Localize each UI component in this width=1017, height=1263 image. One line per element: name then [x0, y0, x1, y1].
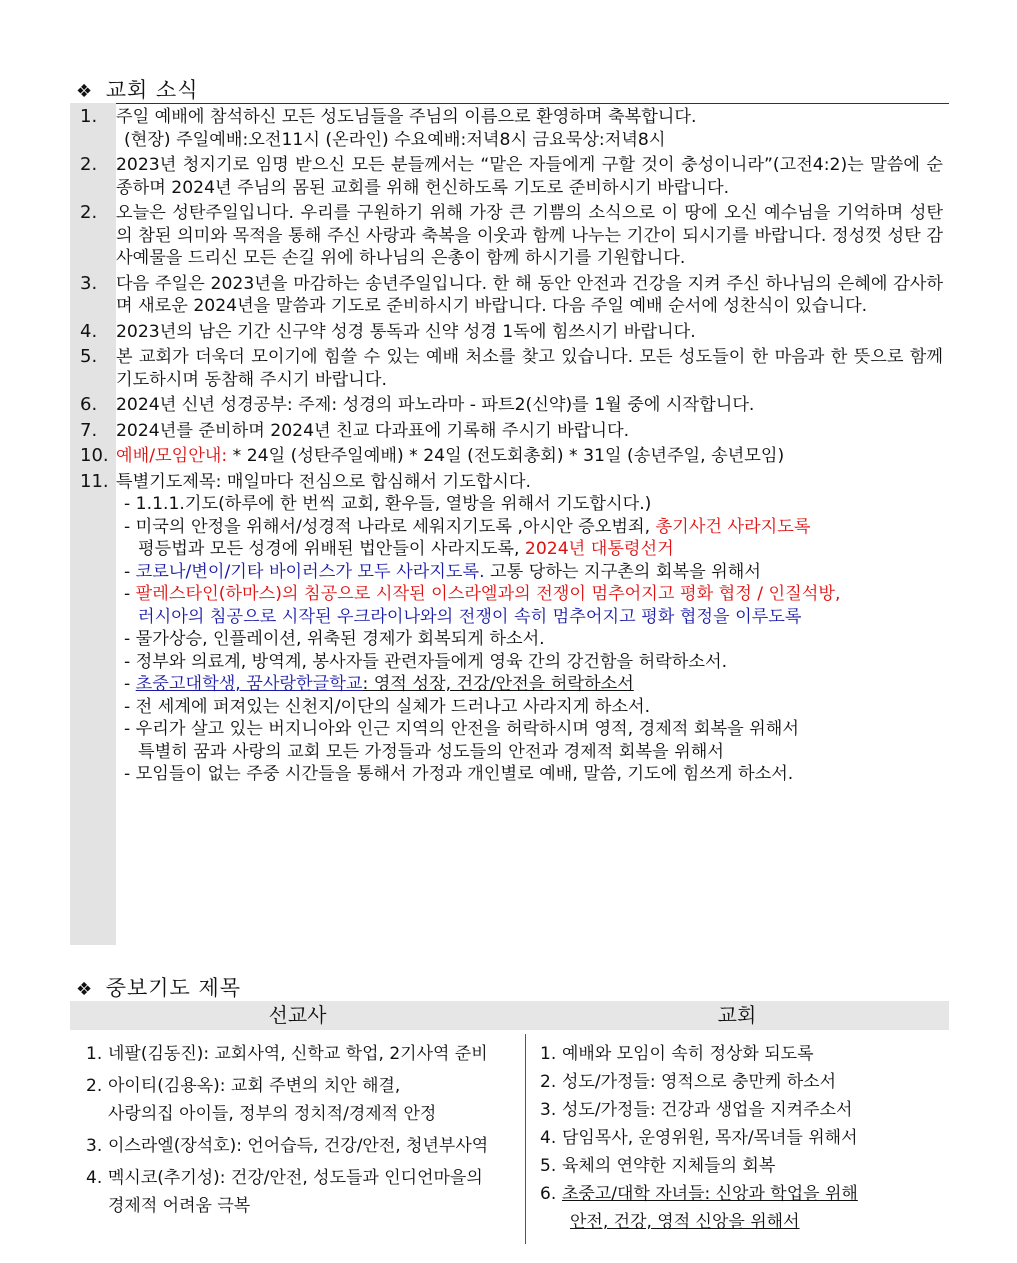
prayer-line: 평등법과 모든 성경에 위배된 법안들이 사라지도록, 2024년 대통령선거 [138, 539, 674, 559]
news-title: 교회 소식 [105, 78, 199, 102]
church-list [540, 1040, 940, 1236]
missionary-list [86, 1040, 522, 1220]
service-times: (현장) 주일예배:오전11시 (온라인) 수요예배:저녁8시 금요묵상:저녁8시 [124, 129, 666, 150]
news-section-title [76, 74, 199, 104]
list-item: 6. 2024년 신년 성경공부: 주제: 성경의 파노라마 - 파트2(신약)를 1월 중에 시작합니다. [80, 394, 755, 415]
list-item: 7. 2024년를 준비하며 2024년 친교 다과표에 기록해 주시기 바랍니다. [80, 419, 630, 441]
prayer-line: - 물가상승, 인플레이션, 위축된 경제가 회복되게 하소서. [124, 629, 545, 649]
prayer-line: 특별히 꿈과 사랑의 교회 모든 가정들과 성도들의 안전과 경제적 회복을 위해서 [138, 741, 724, 762]
schedule-label: 예배/모임안내: [116, 446, 228, 466]
prayer-line: - 전 세계에 퍼져있는 신천지/이단의 실체가 드러나고 사라지게 하소서. [124, 696, 651, 717]
list-item: 1. 주일 예배에 참석하신 모든 성도님들을 주님의 이름으로 환영하며 축복합니다. (현장) 주일예배:오전11시 (온라인) 수요예배:저녁8시 금요묵상:저녁8시 [70, 106, 949, 151]
column-divider [525, 1034, 526, 1244]
list-item: 2. 오늘은 성탄주일입니다. 우리를 구원하기 위해 가장 큰 기쁨의 소식으로 이 땅에 오신 예수님을 기억하며 성탄의 참된 의미와 목적을 통해 주신 사랑과 축복을 이웃과 함께 나누는 기간이 되시기를 바랍니다. 정성껏 성탄 감사예물을 드리신 모든 손길 위에 하나님의 은총이 함께 하시기를 기원합니다. [80, 202, 943, 268]
list-item: 1. 네팔(김동진): 교회사역, 신학교 학업, 2기사역 준비 [86, 1044, 488, 1064]
prayer-line: - 초중고대학생, 꿈사랑한글학교: 영적 성장, 건강/안전을 허락하소서 [124, 674, 634, 694]
prayer-line: - 모임들이 없는 주중 시간들을 통해서 가정과 개인별로 예배, 말씀, 기도에 힘쓰게 하소서. [124, 764, 794, 784]
list-item: 11. 특별기도제목: 매일마다 전심으로 합심해서 기도합시다. - 1.1.1.기도(하루에 한 번씩 교회, 환우들, 열방을 위해서 기도합시다.) - 미국의 안정을 위해서/성경적 나라로 세워지기도록 ,아시안 증오범죄, 총기사건 사라지도록 평등법과 모든 성경에 위배된 법안들이 사라지도록, 2024년 대통령선거 - 코로나/변이/기타 바이러스가 모두 사라지도록. 고통 당하는 지구촌의 회복을 위해서 - 팔레스타인(하마스)의 침공으로 시작된 이스라엘과의 전쟁이 멈추어지고 평화 협정 / 인질석방, 러시아의 침공으로 시작된 우크라이나와의 전쟁이 속히 멈추어지고 평화 협정을 이루도록 - 물가상승, 인플레이션, 위축된 경제가 회복되게 하소서. - 정부와 의료계, 방역계, 봉사자들 관련자들에게 영육 간의 강건함을 허락하소서. - 초중고대학생, 꿈사랑한글학교: 영적 성장, 건강/안전을 허락하소서 - 전 세계에 퍼져있는 신천지/이단의 실체가 드러나고 사라지게 하소서. - 우리가 살고 있는 버지니아와 인근 지역의 안전을 허락하시며 영적, 경제적 회복을 위해서 특별히 꿈과 사랑의 교회 모든 가정들과 성도들의 안전과 경제적 회복을 위해서 - 모임들이 없는 주중 시간들을 통해서 가정과 개인별로 예배, 말씀, 기도에 힘쓰게 하소서. [70, 471, 949, 786]
church-header: 교회 [717, 1003, 757, 1027]
prayer-line: - 우리가 살고 있는 버지니아와 인근 지역의 안전을 허락하시며 영적, 경제적 회복을 위해서 [124, 719, 799, 739]
announcement-list [70, 106, 949, 786]
list-item: 5. 본 교회가 더욱더 모이기에 힘쓸 수 있는 예배 처소를 찾고 있습니다. 모든 성도들이 한 마음과 한 뜻으로 함께 기도하시며 동참해 주시기 바랍니다. [80, 346, 943, 390]
special-prayer-title: 특별기도제목: 매일마다 전심으로 합심해서 기도합시다. [116, 471, 531, 492]
diamond-bullet-icon: ❖ [76, 81, 94, 102]
prayer-line: - 팔레스타인(하마스)의 침공으로 시작된 이스라엘과의 전쟁이 멈추어지고 평화 협정 / 인질석방, [124, 584, 841, 604]
prayer-title: 중보기도 제목 [105, 976, 242, 1000]
list-item: 3. 성도/가정들: 건강과 생업을 지켜주소서 [540, 1100, 853, 1120]
welcome-line: 주일 예배에 참석하신 모든 성도님들을 주님의 이름으로 환영하며 축복합니다. [116, 107, 697, 127]
prayer-section-title [76, 972, 241, 1002]
list-item: 3. 이스라엘(장석호): 언어습득, 건강/안전, 청년부사역 [86, 1136, 489, 1156]
list-item: 2. 성도/가정들: 영적으로 충만케 하소서 [540, 1072, 836, 1092]
list-item: 1. 예배와 모임이 속히 정상화 되도록 [540, 1044, 814, 1064]
prayer-line: - 1.1.1.기도(하루에 한 번씩 교회, 환우들, 열방을 위해서 기도합시다.) [124, 494, 652, 514]
list-item: 5. 육체의 연약한 지체들의 회복 [540, 1156, 776, 1176]
list-item: 2. 아이티(김용옥): 교회 주변의 치안 해결, 사랑의집 아이들, 정부의 정치적/경제적 안정 [86, 1076, 437, 1124]
prayer-line: - 코로나/변이/기타 바이러스가 모두 사라지도록. 고통 당하는 지구촌의 회복을 위해서 [124, 561, 761, 582]
list-item: 10. 예배/모임안내: * 24일 (성탄주일예배) * 24일 (전도회총회) * 31일 (송년주일, 송년모임) [80, 445, 785, 466]
prayer-line: 러시아의 침공으로 시작된 우크라이나와의 전쟁이 속히 멈추어지고 평화 협정을 이루도록 [138, 606, 802, 627]
list-item: 3. 다음 주일은 2023년을 마감하는 송년주일입니다. 한 해 동안 안전과 건강을 지켜 주신 하나님의 은혜에 감사하며 새로운 2024년을 말씀과 기도로 준비하시기 바랍니다. 다음 주일 예배 순서에 성찬식이 있습니다. [80, 272, 943, 316]
list-item: 2. 2023년 청지기로 임명 받으신 모든 분들께서는 “맡은 자들에게 구할 것이 충성이니라”(고전4:2)는 말씀에 순종하며 2024년 주님의 몸된 교회를 위해 헌신하도록 기도로 준비하시기 바랍니다. [80, 154, 943, 198]
schedule-text: * 24일 (성탄주일예배) * 24일 (전도회총회) * 31일 (송년주일, 송년모임) [227, 446, 785, 466]
diamond-bullet-icon: ❖ [76, 979, 94, 1000]
list-item: 4. 멕시코(추기성): 건강/안전, 성도들과 인디언마을의 경제적 어려움 극복 [86, 1168, 483, 1216]
news-top-rule [70, 103, 949, 104]
missionary-header: 선교사 [268, 1003, 327, 1027]
prayer-line: - 미국의 안정을 위해서/성경적 나라로 세워지기도록 ,아시안 증오범죄, 총기사건 사라지도록 [124, 516, 811, 537]
list-item: 4. 2023년의 남은 기간 신구약 성경 통독과 신약 성경 1독에 힘쓰시기 바랍니다. [80, 320, 696, 342]
list-item: 6. 초중고/대학 자녀들: 신앙과 학업을 위해 안전, 건강, 영적 신앙을 위해서 [540, 1184, 858, 1232]
prayer-line: - 정부와 의료계, 방역계, 봉사자들 관련자들에게 영육 간의 강건함을 허락하소서. [124, 651, 728, 672]
list-item: 4. 담임목사, 운영위원, 목자/목녀들 위해서 [540, 1128, 858, 1148]
